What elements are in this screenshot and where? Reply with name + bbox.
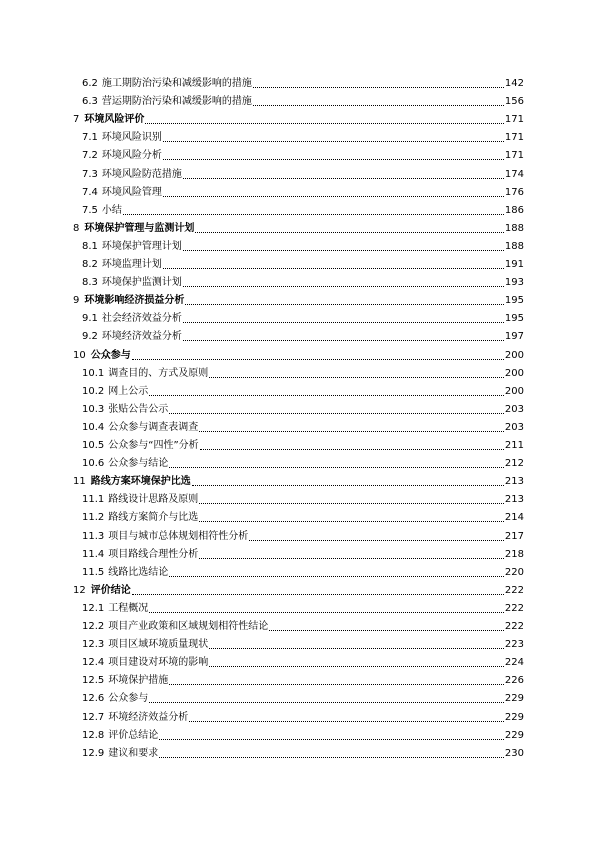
toc-section-entry[interactable] (82, 181, 524, 199)
toc-page-number: 186 (504, 204, 524, 216)
toc-page-number: 211 (504, 440, 524, 451)
toc-entry-number: 11.4 (82, 548, 105, 560)
toc-section-entry[interactable] (82, 687, 524, 705)
toc-section-entry[interactable] (82, 525, 524, 543)
toc-entry-number: 12 (73, 584, 86, 596)
toc-entry-number: 10.5 (82, 440, 105, 451)
toc-page-number: 229 (504, 729, 524, 741)
toc-entry-title: 环境风险防范措施 (101, 168, 182, 180)
toc-entry-title: 施工期防治污染和减缓影响的措施 (101, 78, 252, 89)
toc-page-number: 197 (504, 331, 524, 343)
toc-page-number: 195 (504, 295, 524, 307)
toc-entry-title: 环境风险管理 (101, 186, 162, 198)
toc-entry-number: 11 (73, 476, 86, 488)
toc-section-entry[interactable] (82, 253, 524, 271)
toc-entry-title: 环境风险评价 (84, 114, 145, 126)
toc-entry-title: 建议和要求 (108, 747, 159, 759)
toc-dot-leader (200, 448, 504, 450)
toc-section-entry[interactable] (82, 416, 524, 434)
toc-entry-number: 11.5 (82, 566, 105, 578)
toc-section-entry[interactable] (82, 362, 524, 380)
toc-entry-title: 环境保护措施 (108, 675, 169, 687)
toc-page-number: 188 (504, 222, 524, 234)
toc-page-number: 171 (504, 114, 524, 126)
toc-entry-number: 6.2 (82, 78, 98, 89)
toc-entry-title: 环境保护管理与监测计划 (84, 222, 195, 234)
toc-page-number: 200 (504, 367, 524, 379)
toc-entry-number: 12.6 (82, 693, 105, 705)
toc-entry-number: 12.7 (82, 711, 105, 723)
toc-chapter-entry[interactable] (73, 217, 524, 235)
toc-dot-leader (253, 86, 504, 88)
toc-entry-number: 9.2 (82, 331, 98, 343)
toc-entry-number: 8.1 (82, 240, 98, 252)
toc-dot-leader (199, 520, 504, 522)
toc-dot-leader (199, 502, 504, 504)
toc-entry-title: 路线方案环境保护比选 (90, 476, 191, 488)
toc-entry-number: 7.3 (82, 168, 98, 180)
toc-entry-title: 调查目的、方式及原则 (108, 367, 209, 379)
toc-section-entry[interactable] (82, 561, 524, 579)
toc-dot-leader (183, 285, 504, 287)
toc-entry-number: 12.4 (82, 657, 105, 669)
toc-section-entry[interactable] (82, 90, 524, 108)
toc-page-number: 174 (504, 168, 524, 180)
toc-page-number: 230 (504, 747, 524, 759)
toc-page-number: 171 (504, 132, 524, 144)
toc-entry-number: 12.9 (82, 747, 105, 759)
toc-section-entry[interactable] (82, 434, 524, 452)
toc-entry-title: 项目区域环境质量现状 (108, 639, 209, 651)
toc-entry-number: 7.4 (82, 186, 98, 198)
toc-section-entry[interactable] (82, 235, 524, 253)
toc-section-entry[interactable] (82, 543, 524, 561)
toc-entry-title: 环境经济效益分析 (108, 711, 189, 723)
toc-page-number: 229 (504, 693, 524, 705)
toc-entry-number: 12.3 (82, 639, 105, 651)
toc-dot-leader (209, 665, 504, 667)
toc-section-entry[interactable] (82, 724, 524, 742)
toc-section-entry[interactable] (82, 199, 524, 217)
toc-page-number: 224 (504, 657, 524, 669)
toc-dot-leader (195, 231, 504, 233)
toc-section-entry[interactable] (82, 163, 524, 181)
toc-entry-number: 10.2 (82, 385, 105, 397)
toc-chapter-entry[interactable] (73, 108, 524, 126)
toc-entry-number: 10.1 (82, 367, 105, 379)
toc-entry-title: 环境风险识别 (101, 132, 162, 144)
toc-entry-title: 营运期防治污染和减缓影响的措施 (101, 96, 252, 108)
toc-entry-title: 社会经济效益分析 (101, 313, 182, 325)
toc-page-number: 188 (504, 240, 524, 252)
toc-dot-leader (132, 593, 504, 595)
toc-entry-title: 公众参与结论 (108, 458, 169, 470)
toc-entry-number: 9.1 (82, 313, 98, 325)
toc-entry-number: 8 (73, 222, 80, 234)
toc-dot-leader (159, 738, 504, 740)
toc-entry-title: 环境风险分析 (101, 150, 162, 162)
toc-dot-leader (185, 303, 504, 305)
toc-dot-leader (189, 720, 504, 722)
toc-page-number: 222 (504, 602, 524, 614)
toc-page-number: 156 (504, 96, 524, 108)
toc-page-number: 223 (504, 639, 524, 651)
toc-entry-number: 10.3 (82, 403, 105, 415)
toc-entry-title: 线路比选结论 (108, 566, 169, 578)
toc-dot-leader (199, 557, 504, 559)
toc-entry-title: 环境影响经济损益分析 (84, 295, 185, 307)
toc-entry-title: 路线方案简介与比选 (108, 512, 199, 524)
toc-page-number: 222 (504, 621, 524, 632)
toc-dot-leader (169, 683, 504, 685)
toc-entry-number: 11.1 (82, 494, 105, 506)
toc-page-number: 218 (504, 548, 524, 560)
toc-page-number: 176 (504, 186, 524, 198)
toc-entry-number: 7.2 (82, 150, 98, 162)
toc-chapter-entry[interactable] (73, 289, 524, 307)
toc-dot-leader (253, 104, 504, 106)
toc-dot-leader (169, 412, 504, 414)
toc-dot-leader (149, 394, 504, 396)
toc-entry-title: 小结 (101, 204, 122, 216)
toc-chapter-entry[interactable] (73, 344, 524, 362)
toc-page-number: 200 (504, 385, 524, 397)
toc-page-number: 171 (504, 150, 524, 162)
toc-entry-number: 7.1 (82, 132, 98, 144)
toc-dot-leader (249, 539, 504, 541)
toc-dot-leader (163, 158, 504, 160)
toc-page-number: 220 (504, 566, 524, 578)
toc-section-entry[interactable] (82, 452, 524, 470)
toc-entry-number: 12.2 (82, 621, 105, 632)
toc-dot-leader (123, 213, 504, 215)
toc-dot-leader (183, 339, 504, 341)
toc-dot-leader (192, 484, 504, 486)
toc-page-number: 214 (504, 512, 524, 524)
toc-section-entry[interactable] (82, 633, 524, 651)
toc-section-entry[interactable] (82, 380, 524, 398)
toc-chapter-entry[interactable] (73, 579, 524, 597)
toc-page-number: 212 (504, 458, 524, 470)
toc-entry-title: 环境保护监测计划 (101, 277, 182, 289)
toc-entry-title: 项目路线合理性分析 (108, 548, 199, 560)
toc-section-entry[interactable] (82, 651, 524, 669)
toc-entry-number: 7.5 (82, 204, 98, 216)
toc-entry-title: 路线设计思路及原则 (108, 494, 199, 506)
toc-dot-leader (269, 629, 504, 631)
toc-section-entry[interactable] (82, 144, 524, 162)
toc-entry-title: 评价结论 (90, 584, 131, 596)
toc-entry-title: 环境经济效益分析 (101, 331, 182, 343)
toc-page-number: 213 (504, 494, 524, 506)
toc-section-entry[interactable] (82, 488, 524, 506)
toc-entry-title: 公众参与 (108, 693, 149, 705)
toc-dot-leader (163, 267, 504, 269)
toc-section-entry[interactable] (82, 398, 524, 416)
toc-dot-leader (149, 701, 504, 703)
toc-page-number: 195 (504, 313, 524, 325)
toc-entry-number: 8.3 (82, 277, 98, 289)
toc-section-entry[interactable] (82, 615, 524, 633)
toc-section-entry[interactable] (82, 706, 524, 724)
toc-section-entry[interactable] (82, 742, 524, 760)
toc-page-number: 200 (504, 349, 524, 361)
toc-entry-title: 项目与城市总体规划相符性分析 (108, 530, 249, 542)
toc-section-entry[interactable] (82, 72, 524, 90)
toc-dot-leader (209, 647, 504, 649)
toc-entry-number: 12.5 (82, 675, 105, 687)
toc-entry-number: 12.8 (82, 729, 105, 741)
toc-section-entry[interactable] (82, 506, 524, 524)
toc-dot-leader (145, 122, 504, 124)
toc-dot-leader (183, 321, 504, 323)
toc-entry-number: 6.3 (82, 96, 98, 108)
toc-page-number: 213 (504, 476, 524, 488)
toc-dot-leader (132, 358, 504, 360)
toc-entry-number: 8.2 (82, 259, 98, 270)
toc-dot-leader (163, 195, 504, 197)
toc-entry-title: 项目产业政策和区域规划相符性结论 (108, 621, 269, 632)
toc-entry-title: 环境保护管理计划 (101, 240, 182, 252)
toc-entry-number: 9 (73, 295, 80, 307)
toc-dot-leader (149, 611, 504, 613)
toc-section-entry[interactable] (82, 325, 524, 343)
toc-page-number: 229 (504, 711, 524, 723)
toc-page-number: 203 (504, 403, 524, 415)
toc-entry-title: 工程概况 (108, 602, 149, 614)
toc-dot-leader (199, 430, 504, 432)
toc-page-number: 142 (504, 78, 524, 89)
toc-entry-number: 11.3 (82, 530, 105, 542)
toc-entry-number: 12.1 (82, 602, 105, 614)
toc-entry-number: 10.6 (82, 458, 105, 470)
toc-page-number: 226 (504, 675, 524, 687)
toc-entry-title: 公众参与“四性”分析 (108, 440, 199, 451)
toc-entry-number: 7 (73, 114, 80, 126)
toc-page-number: 222 (504, 584, 524, 596)
toc-dot-leader (163, 140, 504, 142)
toc-dot-leader (209, 376, 504, 378)
toc-entry-title: 张贴公告公示 (108, 403, 169, 415)
toc-entry-number: 10 (73, 349, 86, 361)
toc-section-entry[interactable] (82, 271, 524, 289)
toc-page-number: 193 (504, 277, 524, 289)
toc-entry-title: 公众参与 (90, 349, 131, 361)
toc-entry-title: 网上公示 (108, 385, 149, 397)
toc-entry-number: 11.2 (82, 512, 105, 524)
toc-section-entry[interactable] (82, 597, 524, 615)
toc-section-entry[interactable] (82, 126, 524, 144)
toc-dot-leader (169, 466, 504, 468)
toc-dot-leader (169, 575, 504, 577)
toc-chapter-entry[interactable] (73, 470, 524, 488)
toc-dot-leader (183, 249, 504, 251)
toc-page-number: 203 (504, 421, 524, 433)
toc-dot-leader (159, 756, 504, 758)
toc-entry-title: 项目建设对环境的影响 (108, 657, 209, 669)
toc-page-number: 217 (504, 530, 524, 542)
toc-page-number: 191 (504, 259, 524, 270)
toc-entry-title: 评价总结论 (108, 729, 159, 741)
toc-section-entry[interactable] (82, 669, 524, 687)
toc-entry-title: 环境监理计划 (101, 259, 162, 270)
toc-entry-title: 公众参与调查表调查 (108, 421, 199, 433)
toc-entry-number: 10.4 (82, 421, 105, 433)
toc-dot-leader (183, 177, 504, 179)
toc-section-entry[interactable] (82, 307, 524, 325)
